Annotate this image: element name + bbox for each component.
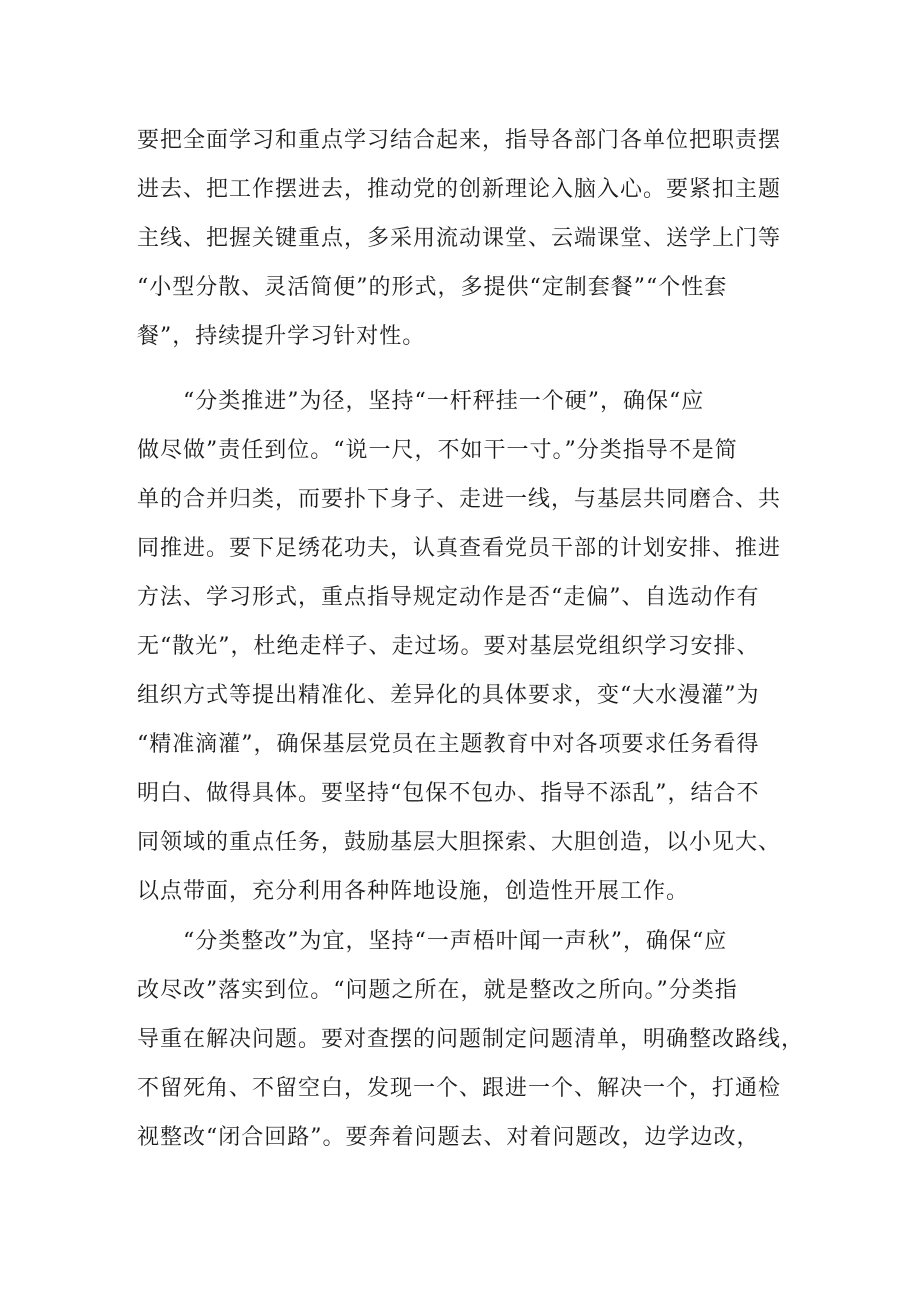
paragraph-3: [137, 917, 805, 1162]
paragraph-line: 餐”，持续提升学习针对性。: [137, 324, 426, 349]
paragraph-line: 进去、把工作摆进去，推动党的创新理论入脑入心。要紧扣主题: [137, 177, 782, 202]
paragraph-line: “小型分散、灵活简便”的形式，多提供“定制套餐”“个性套: [137, 275, 728, 300]
paragraph-line: 不留死角、不留空白，发现一个、跟进一个、解决一个，打通检: [137, 1076, 782, 1101]
paragraph-2: [137, 377, 797, 916]
paragraph-line: 导重在解决问题。要对查摆的问题制定问题清单，明确整改路线，: [137, 1027, 805, 1052]
paragraph-line: 做尽做”责任到位。“说一尺，不如干一寸。”分类指导不是简: [137, 438, 738, 463]
paragraph-line: 视整改“闭合回路”。要奔着问题去、对着问题改，边学边改，: [137, 1125, 760, 1150]
paragraph-line: 明白、做得具体。要坚持“包保不包办、指导不添乱”，结合不: [137, 781, 760, 806]
paragraph-line: “精准滴灌”，确保基层党员在主题教育中对各项要求任务看得: [137, 732, 760, 757]
paragraph-line: 单的合并归类，而要扑下身子、走进一线，与基层共同磨合、共: [137, 487, 782, 512]
paragraph-first-line: “分类推进”为径，坚持“一杆秤挂一个硬”，确保“应: [183, 389, 705, 414]
paragraph-line: 以点带面，充分利用各种阵地设施，创造性开展工作。: [137, 879, 690, 904]
paragraph-line: 无“散光”，杜绝走样子、走过场。要对基层党组织学习安排、: [137, 634, 760, 659]
paragraph-line: 要把全面学习和重点学习结合起来，指导各部门各单位把职责摆: [137, 128, 782, 153]
paragraph-line: 同领域的重点任务，鼓励基层大胆探索、大胆创造，以小见大、: [137, 830, 782, 855]
paragraph-line: 改尽改”落实到位。“问题之所在，就是整改之所向。”分类指: [137, 978, 738, 1003]
paragraph-line: 主线、把握关键重点，多采用流动课堂、云端课堂、送学上门等: [137, 226, 782, 251]
paragraph-line: 同推进。要下足绣花功夫，认真查看党员干部的计划安排、推进: [137, 536, 782, 561]
paragraph-line: 组织方式等提出精准化、差异化的具体要求，变“大水漫灌”为: [137, 683, 760, 708]
paragraph-line: 方法、学习形式，重点指导规定动作是否“走偏”、自选动作有: [137, 585, 760, 610]
paragraph-first-line: “分类整改”为宜，坚持“一声梧叶闻一声秋”，确保“应: [183, 929, 728, 954]
paragraph-1: [137, 116, 797, 361]
